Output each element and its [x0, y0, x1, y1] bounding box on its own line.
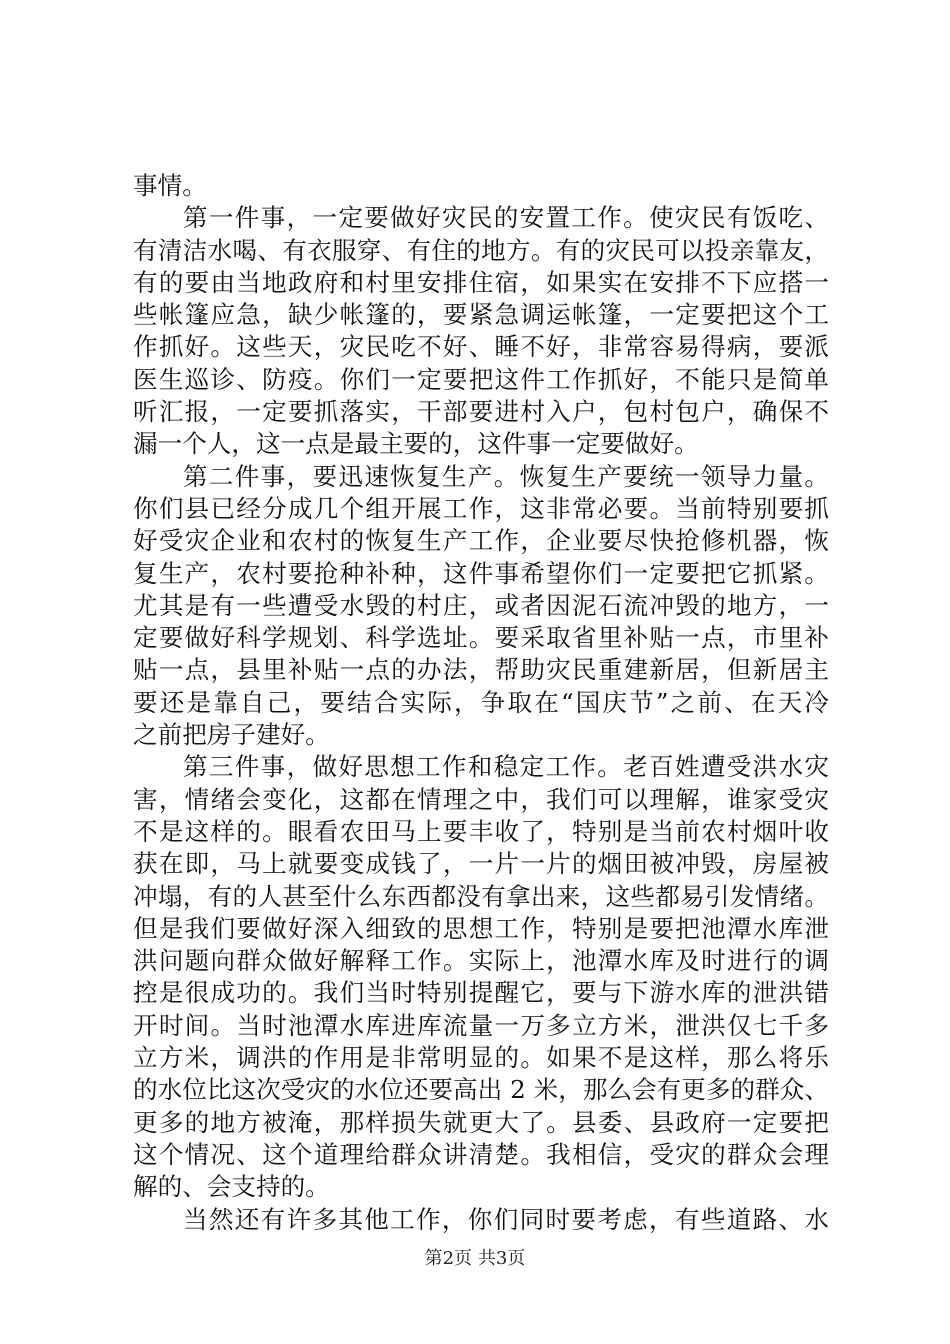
- text-line: 有清洁水喝、有衣服穿、有住的地方。有的灾民可以投亲靠友，: [133, 235, 829, 265]
- text-line: 控是很成功的。我们当时特别提醒它，要与下游水库的泄洪错: [133, 978, 829, 1008]
- text-line: 听汇报，一定要抓落实，干部要进村入户，包村包户，确保不: [133, 397, 829, 427]
- text-line: 漏一个人，这一点是最主要的，这件事一定要做好。: [133, 429, 699, 459]
- text-line: 医生巡诊、防疫。你们一定要把这件工作抓好，不能只是简单: [133, 364, 829, 394]
- paragraph-start-line: 第三件事，做好思想工作和稳定工作。老百姓遭受洪水灾: [183, 752, 829, 782]
- paragraph-start-line: 第一件事，一定要做好灾民的安置工作。使灾民有饭吃、: [183, 203, 829, 233]
- text-line: 洪问题向群众做好解释工作。实际上，池潭水库及时进行的调: [133, 946, 829, 976]
- text-line: 好受灾企业和农村的恢复生产工作，企业要尽快抢修机器，恢: [133, 526, 829, 556]
- text-line: 的水位比这次受灾的水位还要高出 2 米，那么会有更多的群众、: [133, 1075, 829, 1105]
- text-line: 作抓好。这些天，灾民吃不好、睡不好，非常容易得病，要派: [133, 332, 829, 362]
- paragraph-start-line: 第二件事，要迅速恢复生产。恢复生产要统一领导力量。: [183, 461, 829, 491]
- text-line: 开时间。当时池潭水库进库流量一万多立方米，泄洪仅七千多: [133, 1010, 829, 1040]
- text-line: 些帐篷应急，缺少帐篷的，要紧急调运帐篷，一定要把这个工: [133, 300, 829, 330]
- text-line: 解的、会支持的。: [133, 1172, 330, 1202]
- text-line: 冲塌，有的人甚至什么东西都没有拿出来，这些都易引发情绪。: [133, 881, 829, 911]
- text-line: 复生产，农村要抢种补种，这件事希望你们一定要把它抓紧。: [133, 558, 829, 588]
- text-line: 有的要由当地政府和村里安排住宿，如果实在安排不下应搭一: [133, 267, 829, 297]
- text-line: 但是我们要做好深入细致的思想工作，特别是要把池潭水库泄: [133, 913, 829, 943]
- text-line: 贴一点，县里补贴一点的办法，帮助灾民重建新居，但新居主: [133, 655, 829, 685]
- text-line: 尤其是有一些遭受水毁的村庄，或者因泥石流冲毁的地方，一: [133, 590, 829, 620]
- text-line: 这个情况、这个道理给群众讲清楚。我相信，受灾的群众会理: [133, 1139, 829, 1169]
- text-line: 之前把房子建好。: [133, 720, 330, 750]
- text-line: 获在即，马上就要变成钱了，一片一片的烟田被冲毁，房屋被: [133, 849, 829, 879]
- text-line: 事情。: [133, 171, 207, 200]
- text-line: 要还是靠自己，要结合实际，争取在“国庆节”之前、在天冷: [133, 687, 829, 717]
- paragraph-start-line: 当然还有许多其他工作，你们同时要考虑，有些道路、水: [183, 1204, 829, 1234]
- text-line: 定要做好科学规划、科学选址。要采取省里补贴一点，市里补: [133, 623, 829, 653]
- page-number-footer: 第2页 共3页: [424, 1248, 526, 1269]
- text-line: 立方米，调洪的作用是非常明显的。如果不是这样，那么将乐: [133, 1043, 829, 1073]
- text-line: 你们县已经分成几个组开展工作，这非常必要。当前特别要抓: [133, 493, 829, 523]
- body-text: [133, 170, 829, 1236]
- text-line: 更多的地方被淹，那样损失就更大了。县委、县政府一定要把: [133, 1107, 829, 1137]
- text-line: 害，情绪会变化，这都在情理之中，我们可以理解，谁家受灾: [133, 784, 829, 814]
- text-line: 不是这样的。眼看农田马上要丰收了，特别是当前农村烟叶收: [133, 816, 829, 846]
